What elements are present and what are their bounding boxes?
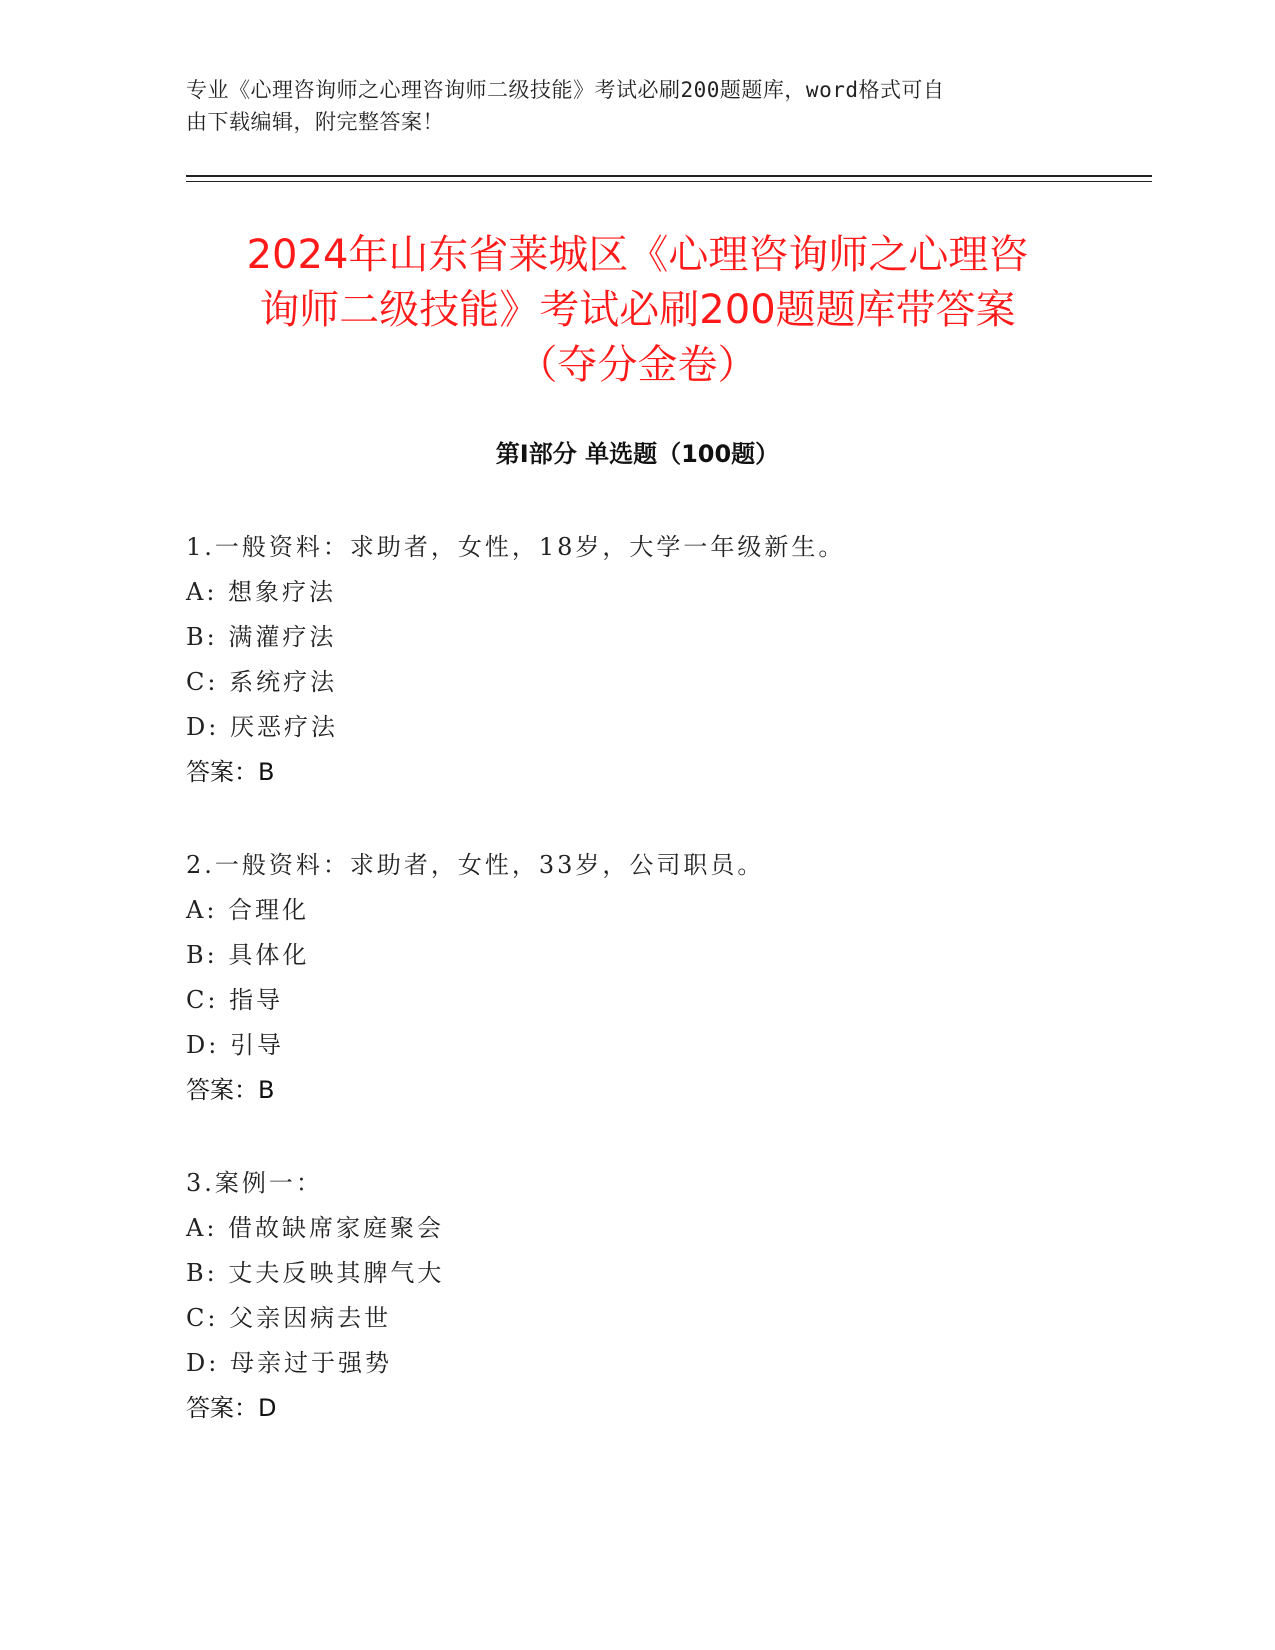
- option-d: D: 厌恶疗法: [186, 713, 338, 741]
- section-heading: 第Ⅰ部分 单选题（100题）: [495, 440, 780, 468]
- document-title-line-2: 询师二级技能》考试必刷200题题库带答案: [259, 287, 1016, 333]
- question-stem: 1.一般资料：求助者，女性，18岁，大学一年级新生。: [186, 533, 846, 561]
- option-c: C: 指导: [186, 986, 284, 1014]
- question-stem: 3.案例一：: [186, 1169, 323, 1197]
- option-c: C: 系统疗法: [186, 668, 338, 696]
- answer-line: 答案：B: [186, 1076, 275, 1104]
- header-note: [186, 74, 1066, 138]
- answer-line: 答案：B: [186, 758, 275, 786]
- header-divider-thin: [186, 181, 1152, 182]
- document-title-line-3: （夺分金卷）: [517, 342, 758, 388]
- option-b: B: 满灌疗法: [186, 623, 337, 651]
- header-note-line-2: 由下载编辑，附完整答案！: [186, 110, 444, 134]
- option-a: A: 想象疗法: [186, 578, 337, 606]
- option-d: D: 引导: [186, 1031, 284, 1059]
- document-title: [150, 228, 1125, 393]
- answer-line: 答案：D: [186, 1394, 277, 1422]
- option-b: B: 具体化: [186, 941, 310, 969]
- option-a: A: 合理化: [186, 896, 310, 924]
- question-item: [186, 848, 1086, 1118]
- header-divider-thick: [186, 175, 1152, 177]
- question-stem: 2.一般资料：求助者，女性，33岁，公司职员。: [186, 851, 765, 879]
- option-c: C: 父亲因病去世: [186, 1304, 392, 1332]
- question-item: [186, 530, 1086, 800]
- header-note-line-1: 专业《心理咨询师之心理咨询师二级技能》考试必刷200题题库，word格式可自: [186, 78, 945, 102]
- option-d: D: 母亲过于强势: [186, 1349, 392, 1377]
- question-item: [186, 1166, 1086, 1436]
- option-a: A: 借故缺席家庭聚会: [186, 1214, 445, 1242]
- document-title-line-1: 2024年山东省莱城区《心理咨询师之心理咨: [246, 232, 1029, 278]
- option-b: B: 丈夫反映其脾气大: [186, 1259, 445, 1287]
